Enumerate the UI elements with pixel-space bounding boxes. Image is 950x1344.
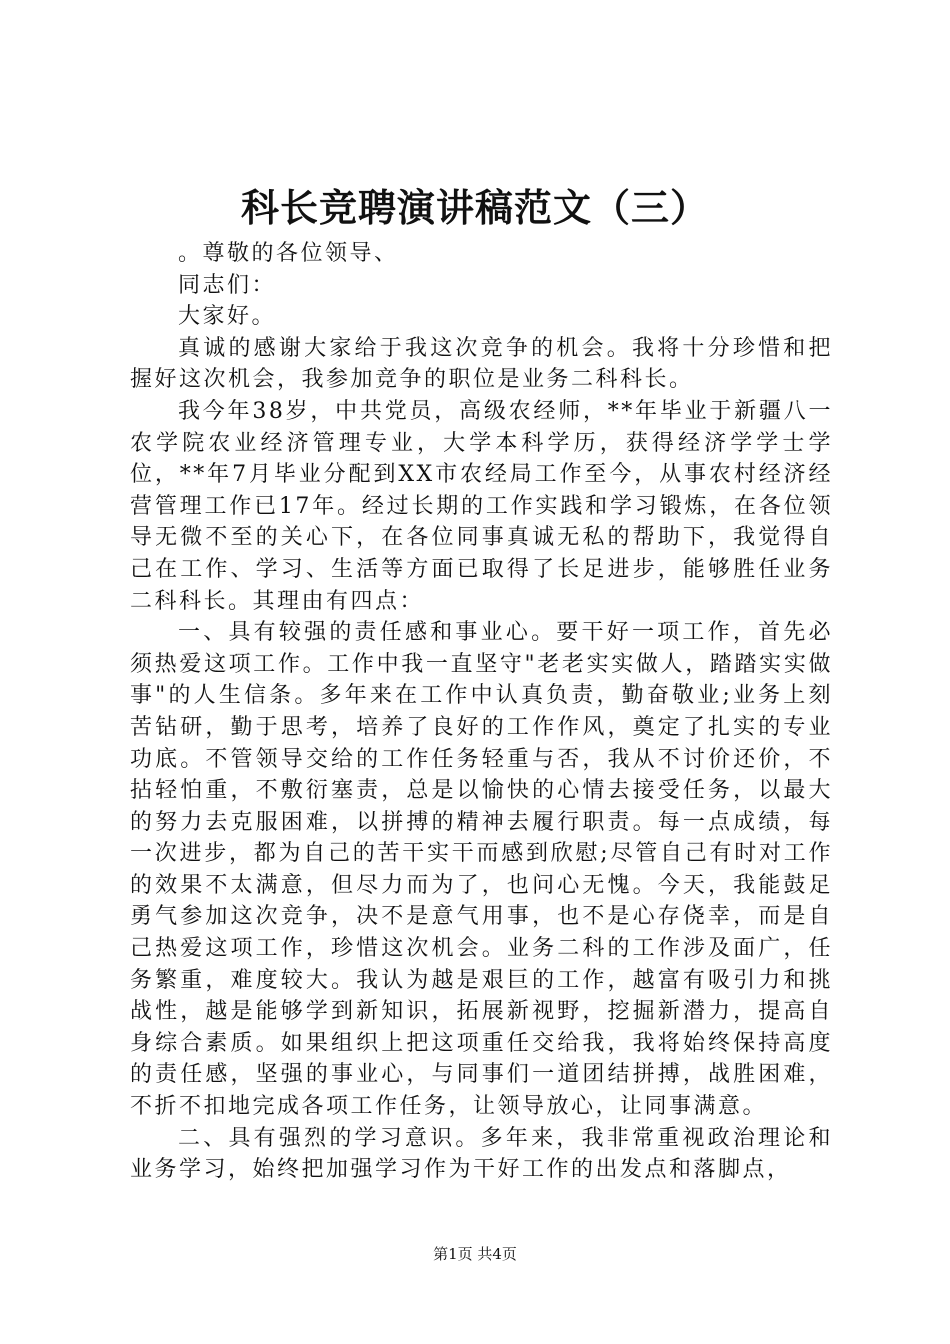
salutation-line-2: 同志们： [178,272,277,298]
document-body [130,238,833,1186]
background-paragraph: 我今年38岁，中共党员，高级农经师，**年毕业于新疆八一农学院农业经济管理专业，大学本科学历，获得经济学学士学位，**年7月毕业分配到XX市农经局工作至今，从事农村经济经营管理工作已17年。经过长期的工作实践和学习锻炼，在各位领导无微不至的关心下，在各位同事真诚无私的帮助下，我觉得自己在工作、学习、生活等方面已取得了长足进步，能够胜任业务二科科长。其理由有四点： [130,398,833,614]
salutation-line-1: 。尊敬的各位领导、 [178,241,399,266]
page-number-footer: 第1页 共4页 [433,1245,517,1263]
intro-paragraph: 真诚的感谢大家给于我这次竞争的机会。我将十分珍惜和把握好这次机会，我参加竞争的职位是业务二科科长。 [130,335,833,393]
reason-two-paragraph: 二、具有强烈的学习意识。多年来，我非常重视政治理论和业务学习，始终把加强学习作为干好工作的出发点和落脚点， [130,1125,833,1183]
reason-one-paragraph: 一、具有较强的责任感和事业心。要干好一项工作，首先必须热爱这项工作。工作中我一直坚守"老老实实做人，踏踏实实做事"的人生信条。多年来在工作中认真负责，勤奋敬业;业务上刻苦钻研，勤于思考，培养了良好的工作作风，奠定了扎实的专业功底。不管领导交给的工作任务轻重与否，我从不讨价还价，不拈轻怕重，不敷衍塞责，总是以愉快的心情去接受任务，以最大的努力去克服困难，以拼搏的精神去履行职责。每一点成绩，每一次进步，都为自己的苦干实干而感到欣慰;尽管自己有时对工作的效果不太满意，但尽力而为了，也问心无愧。今天，我能鼓足勇气参加这次竞争，决不是意气用事，也不是心存侥幸，而是自己热爱这项工作，珍惜这次机会。业务二科的工作涉及面广，任务繁重，难度较大。我认为越是艰巨的工作，越富有吸引力和挑战性，越是能够学到新知识，拓展新视野，挖掘新潜力，提高自身综合素质。如果组织上把这项重任交给我，我将始终保持高度的责任感，坚强的事业心，与同事们一道团结拼搏，战胜困难，不折不扣地完成各项工作任务，让领导放心，让同事满意。 [130,620,833,1120]
greeting-paragraph: 大家好。 [178,304,277,330]
document-title: 科长竞聘演讲稿范文（三） [240,185,709,230]
